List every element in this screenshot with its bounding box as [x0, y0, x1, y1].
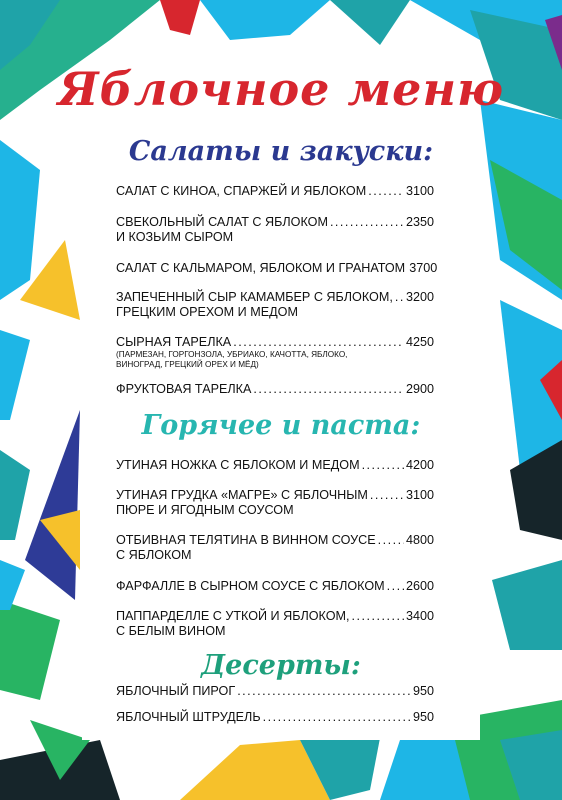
bg-shard	[200, 0, 330, 40]
bg-shard	[0, 330, 30, 420]
item-price: 3100	[405, 184, 434, 198]
item-name: ПАППАРДЕЛЛЕ С УТКОЙ И ЯБЛОКОМ,	[116, 609, 350, 623]
item-price: 3700	[409, 261, 438, 275]
item-price: 3400	[405, 609, 434, 623]
menu-item	[116, 458, 434, 473]
item-price: 4250	[405, 335, 434, 349]
bg-shard	[492, 560, 562, 650]
item-name: СВЕКОЛЬНЫЙ САЛАТ С ЯБЛОКОМ	[116, 215, 328, 229]
bg-shard	[330, 0, 410, 45]
item-name: ЯБЛОЧНЫЙ ПИРОГ	[116, 684, 236, 698]
bg-shard	[0, 450, 30, 540]
item-price: 4800	[405, 533, 434, 547]
bg-shard	[510, 440, 562, 540]
item-name: ФРУКТОВАЯ ТАРЕЛКА	[116, 382, 252, 396]
item-name: ЗАПЕЧЕННЫЙ СЫР КАМАМБЕР С ЯБЛОКОМ,	[116, 290, 393, 304]
menu-item	[116, 488, 434, 518]
item-details: ВИНОГРАД, ГРЕЦКИЙ ОРЕХ И МЁД)	[116, 360, 259, 369]
item-details: (ПАРМЕЗАН, ГОРГОНЗОЛА, УБРИАКО, КАЧОТТА, ЯБЛОКО,	[116, 350, 348, 359]
item-name: ЯБЛОЧНЫЙ ШТРУДЕЛЬ	[116, 710, 261, 724]
menu-item	[116, 215, 434, 245]
section-heading-desserts: Десерты:	[201, 650, 361, 681]
item-price: 2350	[405, 215, 434, 229]
item-name-line2: И КОЗЬИМ СЫРОМ	[116, 230, 234, 244]
item-price: 2600	[405, 579, 434, 593]
item-price: 3200	[405, 290, 434, 304]
item-name: САЛАТ С КАЛЬМАРОМ, ЯБЛОКОМ И ГРАНАТОМ	[116, 261, 406, 275]
item-name-line2: С БЕЛЫМ ВИНОМ	[116, 624, 226, 638]
menu-item	[116, 684, 434, 699]
menu-item	[116, 184, 434, 199]
bg-shard	[0, 560, 25, 610]
item-name: УТИНАЯ НОЖКА С ЯБЛОКОМ И МЕДОМ	[116, 458, 360, 472]
item-price: 950	[412, 684, 434, 698]
item-price: 3100	[405, 488, 434, 502]
menu-item	[116, 290, 434, 320]
section-heading-hot: Горячее и паста:	[141, 410, 421, 441]
menu-item	[116, 533, 434, 563]
item-price: 2900	[405, 382, 434, 396]
menu-item	[116, 382, 434, 397]
menu-item	[116, 261, 438, 276]
item-name: САЛАТ С КИНОА, СПАРЖЕЙ И ЯБЛОКОМ	[116, 184, 367, 198]
menu-item	[116, 579, 434, 594]
item-price: 950	[412, 710, 434, 724]
item-name-line2: С ЯБЛОКОМ	[116, 548, 192, 562]
section-heading-salads: Салаты и закуски:	[128, 136, 434, 167]
menu-item	[116, 609, 434, 639]
menu-item	[116, 335, 434, 370]
menu-item	[116, 710, 434, 725]
item-price: 4200	[405, 458, 434, 472]
item-name: ФАРФАЛЛЕ В СЫРНОМ СОУСЕ С ЯБЛОКОМ	[116, 579, 385, 593]
item-name: УТИНАЯ ГРУДКА «МАГРЕ» С ЯБЛОЧНЫМ	[116, 488, 368, 502]
menu-title: Яблочное меню	[57, 62, 505, 116]
item-name-line2: ГРЕЦКИМ ОРЕХОМ И МЕДОМ	[116, 305, 298, 319]
item-name: ОТБИВНАЯ ТЕЛЯТИНА В ВИННОМ СОУСЕ	[116, 533, 376, 547]
item-name-line2: ПЮРЕ И ЯГОДНЫМ СОУСОМ	[116, 503, 294, 517]
bg-shard	[160, 0, 200, 35]
item-name: СЫРНАЯ ТАРЕЛКА	[116, 335, 232, 349]
